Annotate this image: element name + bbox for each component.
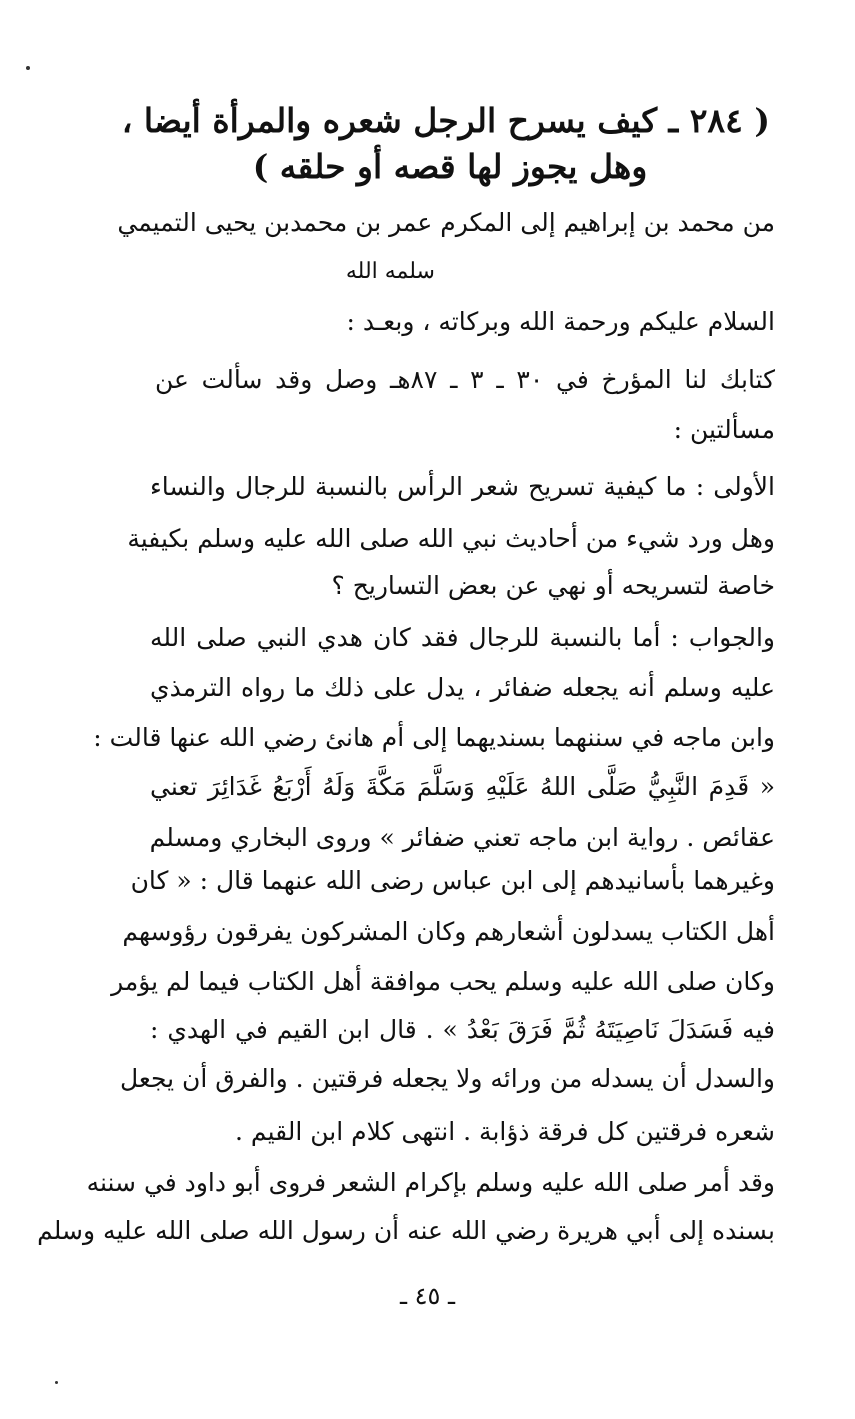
text-line: وغيرهما بأسانيدهم إلى ابن عباس رضى الله عنهما قال : « كان bbox=[130, 866, 775, 895]
article-title-line-1: ( ٢٨٤ ـ كيف يسرح الرجل شعره والمرأة أيضا ، bbox=[121, 101, 770, 140]
text-line: عليه وسلم أنه يجعله ضفائر ، يدل على ذلك ما رواه الترمذي bbox=[150, 673, 775, 702]
text-line: وابن ماجه في سننهما بسنديهما إلى أم هانئ رضي الله عنها قالت : bbox=[93, 723, 775, 752]
text-line: وقد أمر صلى الله عليه وسلم بإكرام الشعر فروى أبو داود في سننه bbox=[86, 1168, 775, 1197]
text-line: شعره فرقتين كل فرقة ذؤابة . انتهى كلام ابن القيم . bbox=[235, 1117, 775, 1146]
hadith-quote-line: فيه فَسَدَلَ نَاصِيَتَهُ ثُمَّ فَرَقَ بَعْدُ » . قال ابن القيم في الهدي : bbox=[150, 1015, 775, 1044]
text-line: عقائص . رواية ابن ماجه تعني ضفائر » وروى البخاري ومسلم bbox=[149, 823, 775, 852]
text-line: والسدل أن يسدله من ورائه ولا يجعله فرقتين . والفرق أن يجعل bbox=[119, 1064, 775, 1093]
text-line: وكان صلى الله عليه وسلم يحب موافقة أهل الكتاب فيما لم يؤمر bbox=[111, 967, 775, 996]
salutation-short: سلمه الله bbox=[345, 259, 435, 284]
page-number: ـ ٤٥ ـ bbox=[399, 1282, 456, 1310]
text-line: أهل الكتاب يسدلون أشعارهم وكان المشركون يفرقون رؤوسهم bbox=[122, 917, 775, 946]
article-title-line-2: وهل يجوز لها قصه أو حلقه ) bbox=[252, 147, 648, 186]
text-line: والجواب : أما بالنسبة للرجال فقد كان هدي النبي صلى الله bbox=[150, 623, 775, 652]
text-line: بسنده إلى أبي هريرة رضي الله عنه أن رسول الله صلى الله عليه وسلم bbox=[37, 1216, 775, 1245]
scan-speck bbox=[55, 1381, 58, 1384]
text-line: وهل ورد شيء من أحاديث نبي الله صلى الله عليه وسلم بكيفية bbox=[127, 524, 775, 553]
hadith-quote-line: « قَدِمَ النَّبِيُّ صَلَّى اللهُ عَلَيْهِ وَسَلَّمَ مَكَّةَ وَلَهُ أَرْبَعُ غَدَائِرَ تعني bbox=[150, 772, 775, 801]
text-line: كتابك لنا المؤرخ في ٣٠ ـ ٣ ـ ٨٧هـ وصل وقد سألت عن bbox=[155, 365, 776, 394]
address-line: من محمد بن إبراهيم إلى المكرم عمر بن محمدبن يحيى التميمي bbox=[117, 208, 775, 237]
text-line: الأولى : ما كيفية تسريح شعر الرأس بالنسبة للرجال والنساء bbox=[150, 472, 775, 501]
text-line: خاصة لتسريحه أو نهي عن بعض التساريح ؟ bbox=[331, 571, 775, 600]
greeting-line: السلام عليكم ورحمة الله وبركاته ، وبعـد : bbox=[346, 307, 775, 336]
scan-speck bbox=[26, 66, 30, 70]
text-line: مسألتين : bbox=[673, 415, 775, 444]
